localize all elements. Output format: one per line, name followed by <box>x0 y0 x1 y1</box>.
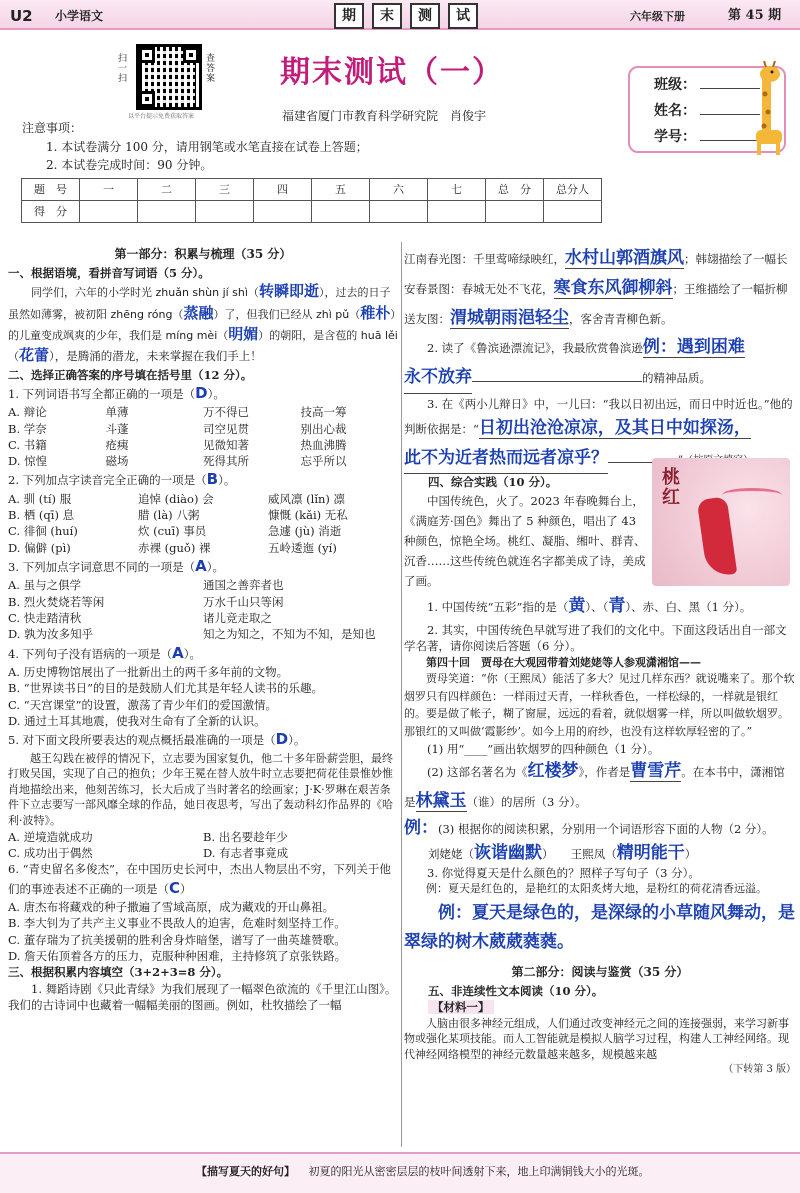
notice-item-2: 2. 本试卷完成时间：90 分钟。 <box>46 158 213 173</box>
score-table-header-row <box>22 179 602 201</box>
table-cell: 五 <box>312 179 370 201</box>
footer-bar <box>0 1152 800 1193</box>
s4-q3-example: 例：夏天是红色的，是艳红的太阳炙烤大地，是粉红的荷花清香远溢。 <box>426 881 767 895</box>
part1-heading: 第一部分：积累与梳理（35 分） <box>114 247 292 261</box>
s4-question-1: 1. 中国传统“五彩”指的是（黄）、（青）、赤、白、黑（1 分）。 <box>427 596 752 617</box>
table-cell: 总 分 <box>486 179 544 201</box>
score-cell[interactable] <box>80 201 138 223</box>
class-label: 班级： <box>654 77 696 93</box>
illustration-text: 桃红 <box>662 467 680 508</box>
continued-note: （下转第 3 版） <box>723 1063 796 1075</box>
qr-right-label: 查答案 <box>206 54 216 84</box>
page-title: 期末测试（一） <box>280 55 504 90</box>
s4-question-3: 3. 你觉得夏天是什么颜色的？照样子写句子（3 分）。 <box>427 865 700 880</box>
badge-2: 末 <box>372 3 402 29</box>
footer-tag: 【描写夏天的好句】 <box>196 1165 295 1178</box>
table-cell: 七 <box>428 179 486 201</box>
answer-liulaolao[interactable]: 诙谐幽默 <box>474 842 542 863</box>
s4-passage: 中国传统色，火了。2023 年春晚舞台上，《满庭芳·国色》舞出了 5 种颜色，唱出了 43 种颜色，惊艳全场。桃红、凝脂、缃叶、群青、沉香……这些传统色就连名字都美成了诗，美成了画。 <box>404 493 646 589</box>
issue-number: 第 45 期 <box>728 8 782 23</box>
table-cell: 总分人 <box>544 179 602 201</box>
s4-q3-answer[interactable]: 例：夏天是绿色的，是深绿的小草随风舞动，是翠绿的树木葳葳蕤蕤。 <box>404 902 795 953</box>
qr-caption: 以平台提示免费获取答案 <box>128 113 195 120</box>
novel-q2: (2) 这部名著名为《红楼梦》，作者是曹雪芹。在本书中，潇湘馆是林黛玉（谁）的居所（3 分）。 <box>404 760 785 811</box>
answer-wangxifeng[interactable]: 精明能干 <box>616 842 685 863</box>
answer-author[interactable]: 曹雪芹 <box>630 760 682 781</box>
score-cell[interactable] <box>544 201 602 223</box>
left-column: 第一部分：积累与梳理（35 分） 一、根据语境，看拼音写词语（5 分）。 同学们，六年的小学时光 zhuǎn shùn jí shì（转瞬即逝），过去的日子虽然如薄雾，被初阳 zhēng róng（蒸融）了，但我们已经从 zhì pǔ（稚朴）的儿童变成飒爽的少年，我们是 míng mèi（明媚）的朝阳，是含苞的 huā lěi（花蕾），是腾涌的潜龙，未来掌握在我们手上！ 二、选择正确答案的序号填在括号里（12 分）。 1. 下列词语书写全都正确的一项是（D）。 A. 辩论 单薄 万不得已 技高一筹 B. 学奈 斗蓬 司空见贯 别出心裁 C. 书籍 疮痍 见微知著 热血沸腾 D. 惊惶 磁场 死得其所 忘乎所以 2. 下列加点字读音完全正确的一项是（B）。 A. 驯 (tí) 服 追悼 (diào) 会 威风凛 (lǐn) 凛 B. 栖 (qī) 息 腊 (là) 八粥 慷慨 (kǎi) 无私 C. 徘徊 (huí) 炊 (cuī) 事员 急遽 (jù) 消逝 D. 偏僻 (pì) 赤裸 (guǒ) 裸 五岭逶迤 (yí) 3. 下列加点字词意思不同的一项是（A）。 A. 虽与之俱学 通国之善弈者也 B. 烈火焚烧若等闲 万水千山只等闲 C. 快走踏清秋 诸儿竞走取之 D. 孰为汝多知乎 知之为知之，不知为不知，是知也 4. 下列句子没有语病的一项是（A）。 A. 历史博物馆展出了一批新出土的两千多年前的文物。 B. “世界读书日”的目的是鼓励人们尤其是年轻人读书的乐趣。 C. “天宫课堂”的设置，激荡了青少年们的爱国激情。 D. 通过土耳其地震，使我对生命有了全新的认识。 5. 对下面文段所要表达的观点概括最准确的一项是（D）。 越王勾践在被俘的情况下，立志要为国家复仇，他二十多年卧薪尝胆，最终打败吴国，实现了自己的抱负；少年王冕在替人放牛时立志要把荷花佳景惟妙惟肖地描绘出来，他刻苦练习，长大后成了当时著名的绘画家；J·K·罗琳在艰苦条件下立志要写一部风靡全球的作品，她日夜思考，写出了轰动科幻作品界的《哈利·波特》。 A. 逆境造就成功 B. 出名要趁年少 C. 成功出于偶然 D. 有志者事竟成 6. “青史留名多俊杰”，在中国历史长河中，杰出人物层出不穷，下列关于他们的事迹表述不正确的一项是（C） A. 唐杰布将藏戏的种子撒遍了雪域高原，成为藏戏的开山鼻祖。 B. 李大钊为了共产主义事业不畏敌人的迫害，危难时刻坚持工作。 C. 董存瑞为了抗美援朝的胜利舍身炸暗堡，谱写了一曲英雄赞歌。 D. 詹天佑顶着各方的压力，克服种种困难，主持修筑了京张铁路。 三、根据积累内容填空（3+2+3=8 分）。 1. 舞蹈诗剧《只此青绿》为我们展现了一幅翠色欲流的《千里江山图》。我们的古诗词中也藏着一幅幅美丽的图画。例如，杜牧描绘了一幅 <box>8 247 398 1012</box>
number-label: 学号： <box>654 129 696 145</box>
dancer-illustration <box>652 458 790 586</box>
table-cell: 二 <box>138 179 196 201</box>
score-cell[interactable] <box>486 201 544 223</box>
score-cell[interactable] <box>312 201 370 223</box>
material-1-label: 【材料一】 <box>428 1000 494 1014</box>
score-cell[interactable] <box>254 201 312 223</box>
question-1: 1. 下列词语书写全都正确的一项是（D）。 <box>8 383 225 402</box>
section3-heading: 三、根据积累内容填空（3+2+3=8 分）。 <box>8 965 229 980</box>
score-cell[interactable] <box>138 201 196 223</box>
q5-passage: 越王勾践在被俘的情况下，立志要为国家复仇，他二十多年卧薪尝胆，最终打败吴国，实现了自己的抱负；少年王冕在替人放牛时立志要把荷花佳景惟妙惟肖地描绘出来，他刻苦练习，长大后成了当时著名的绘画家；J·K·罗琳在艰苦条件下立志要写一部风靡全球的作品，她日夜思考，写出了轰动科幻作品界的《哈利·波特》。 <box>8 751 393 828</box>
qr-left-label: 扫一扫 <box>118 54 128 84</box>
answer-poem-2[interactable]: 寒食东风御柳斜 <box>553 277 673 298</box>
poem-fill: 江南春光图：千里莺啼绿映红，水村山郭酒旗风；韩翃描绘了一幅长安春景图：春城无处不飞花，寒食东风御柳斜；王维描绘了一幅折柳送友图：渭城朝雨浥轻尘，客舍青青柳色新。 <box>404 248 788 328</box>
column-divider <box>401 242 402 1147</box>
table-cell: 得 分 <box>22 201 80 223</box>
answer-color-2[interactable]: 青 <box>608 596 626 617</box>
giraffe-icon <box>748 60 786 156</box>
top-banner <box>0 0 800 30</box>
section1-passage: 同学们，六年的小学时光 zhuǎn shùn jí shì（转瞬即逝），过去的日子虽然如薄雾，被初阳 zhēng róng（蒸融）了，但我们已经从 zhì pǔ（稚朴）的儿童变成飒爽的少年，我们是 míng mèi（明媚）的朝阳，是含苞的 huā lěi（花蕾），是腾涌的潜龙，未来掌握在我们手上！ <box>8 282 398 365</box>
answer-r2a[interactable]: 例：遇到困难 <box>642 337 745 358</box>
score-table <box>21 178 602 223</box>
score-cell[interactable] <box>428 201 486 223</box>
novel-passage: 贾母笑道：“你（王熙凤）能活了多大？见过几样东西？就说嘴来了。那个软烟罗只有四样颜色：一样雨过天青，一样秋香色，一样松绿的，一样就是银红的。要是做了帐子，糊了窗屉，远远的看着，就似烟雾一样，所以叫做软烟罗。那银红的又叫做‘霞影纱’。如今上用的府纱，也没有这样软厚轻密的了。” <box>404 672 795 738</box>
score-cell[interactable] <box>370 201 428 223</box>
badge-3: 测 <box>410 3 440 29</box>
answer-poem-1[interactable]: 水村山郭酒旗风 <box>565 248 684 268</box>
author: 福建省厦门市教育科学研究院 肖俊宇 <box>282 109 487 123</box>
score-cell[interactable] <box>196 201 254 223</box>
right-column <box>404 244 796 1077</box>
question-2: 2. 下列加点字读音完全正确的一项是（B）。 <box>8 470 236 489</box>
answer-color-1[interactable]: 黄 <box>568 596 586 617</box>
answer-2[interactable]: 蒸融 <box>183 303 214 322</box>
answer-1[interactable]: 转瞬即逝 <box>258 282 319 301</box>
qr-code-icon[interactable] <box>136 44 202 110</box>
s3-question-1: 1. 舞蹈诗剧《只此青绿》为我们展现了一幅翠色欲流的《千里江山图》。我们的古诗词中也藏着一幅幅美丽的图画。例如，杜牧描绘了一幅 <box>8 981 397 1012</box>
answer-q4[interactable]: A <box>172 643 184 662</box>
section5-heading: 五、非连续性文本阅读（10 分）。 <box>428 984 604 999</box>
answer-q6[interactable]: C <box>169 878 181 897</box>
answer-3[interactable]: 稚朴 <box>360 303 391 322</box>
section2-heading: 二、选择正确答案的序号填在括号里（12 分）。 <box>8 367 253 382</box>
footer-text: 初夏的阳光从密密层层的枝叶间透射下来，地上印满铜钱大小的光斑。 <box>308 1165 650 1178</box>
table-cell: 六 <box>370 179 428 201</box>
question-4: 4. 下列句子没有语病的一项是（A）。 <box>8 643 201 662</box>
question-r2: 2. 读了《鲁滨逊漂流记》，我最欣赏鲁滨逊例：遇到困难 永不放弃 的精神品质。 <box>404 333 796 394</box>
table-cell: 题 号 <box>22 179 80 201</box>
notice-heading: 注意事项： <box>22 121 83 135</box>
unit-label: U2 <box>10 7 33 25</box>
badge-4: 试 <box>448 3 478 29</box>
name-label: 姓名： <box>654 103 696 119</box>
novel-q3-answers: 刘姥姥（诙谐幽默） 王熙凤（精明能干） <box>428 842 697 863</box>
answer-q1[interactable]: D <box>195 383 208 402</box>
section1-heading: 一、根据语境，看拼音写词语（5 分）。 <box>8 266 210 281</box>
section4-heading: 四、综合实践（10 分）。 <box>428 475 558 490</box>
subject-label: 小学语文 <box>55 9 104 23</box>
novel-q1: (1) 用“____”画出软烟罗的四种颜色（1 分）。 <box>427 741 660 756</box>
answer-r2b[interactable]: 永不放弃 <box>404 363 472 394</box>
answer-5[interactable]: 花蕾 <box>19 346 50 365</box>
material-1-text: 人脑由很多神经元组成，人们通过改变神经元之间的连接强弱，来学习新事物或强化某项技能。而人工智能就是模拟人脑学习过程，构建人工神经网络。现代神经网络模型的神经元数量越来越多，规模越来越 <box>404 1016 789 1061</box>
badge-1: 期 <box>334 3 364 29</box>
table-cell: 三 <box>196 179 254 201</box>
answer-resident[interactable]: 林黛玉 <box>415 790 467 811</box>
grade-label: 六年级下册 <box>630 10 685 23</box>
novel-title: 第四十回 贾母在大观园带着刘姥姥等人参观潇湘馆—— <box>426 655 701 669</box>
question-5: 5. 对下面文段所要表达的观点概括最准确的一项是（D）。 <box>8 730 306 749</box>
answer-poem-3[interactable]: 渭城朝雨浥轻尘 <box>450 307 569 328</box>
notice-item-1: 1. 本试卷满分 100 分，请用钢笔或水笔直接在试卷上答题； <box>46 139 368 154</box>
answer-q3[interactable]: A <box>195 557 207 576</box>
question-3: 3. 下列加点字词意思不同的一项是（A）。 <box>8 557 224 576</box>
table-cell: 一 <box>80 179 138 201</box>
answer-q5[interactable]: D <box>275 730 289 749</box>
answer-r3a[interactable]: 日初出沧沧凉凉，及其日中如探汤， <box>478 417 751 438</box>
question-6: 6. “青史留名多俊杰”，在中国历史长河中，杰出人物层出不穷，下列关于他们的事迹表述不正确的一项是（C） <box>8 862 391 897</box>
answer-4[interactable]: 明媚 <box>228 324 259 343</box>
answer-r3b[interactable]: 此不为近者热而远者凉乎？ <box>404 444 608 475</box>
answer-book[interactable]: 红楼梦 <box>527 760 579 781</box>
notice <box>22 119 368 175</box>
q1-options: A. 辩论 单薄 万不得已 技高一筹 <box>8 405 347 420</box>
s4-question-2: 2. 其实，中国传统色早就写进了我们的文化中。下面这段话出自一部文学名著，请你阅读后答题（6 分）。 <box>404 622 787 654</box>
score-table-row <box>22 201 602 223</box>
table-cell: 四 <box>254 179 312 201</box>
answer-q2[interactable]: B <box>206 470 219 489</box>
question-r3: 3. 在《两小儿辩日》中，一儿曰：“我以日初出远，而日中时近也。”他的判断依据是：“日初出沧沧凉凉，及其日中如探汤， 此不为近者热而远者凉乎？ <box>404 394 796 475</box>
novel-q3: 例：(3) 根据你的阅读积累，分别用一个词语形容下面的人物（2 分）。 <box>404 818 774 839</box>
part2-heading: 第二部分：阅读与鉴赏（35 分） <box>511 965 689 980</box>
